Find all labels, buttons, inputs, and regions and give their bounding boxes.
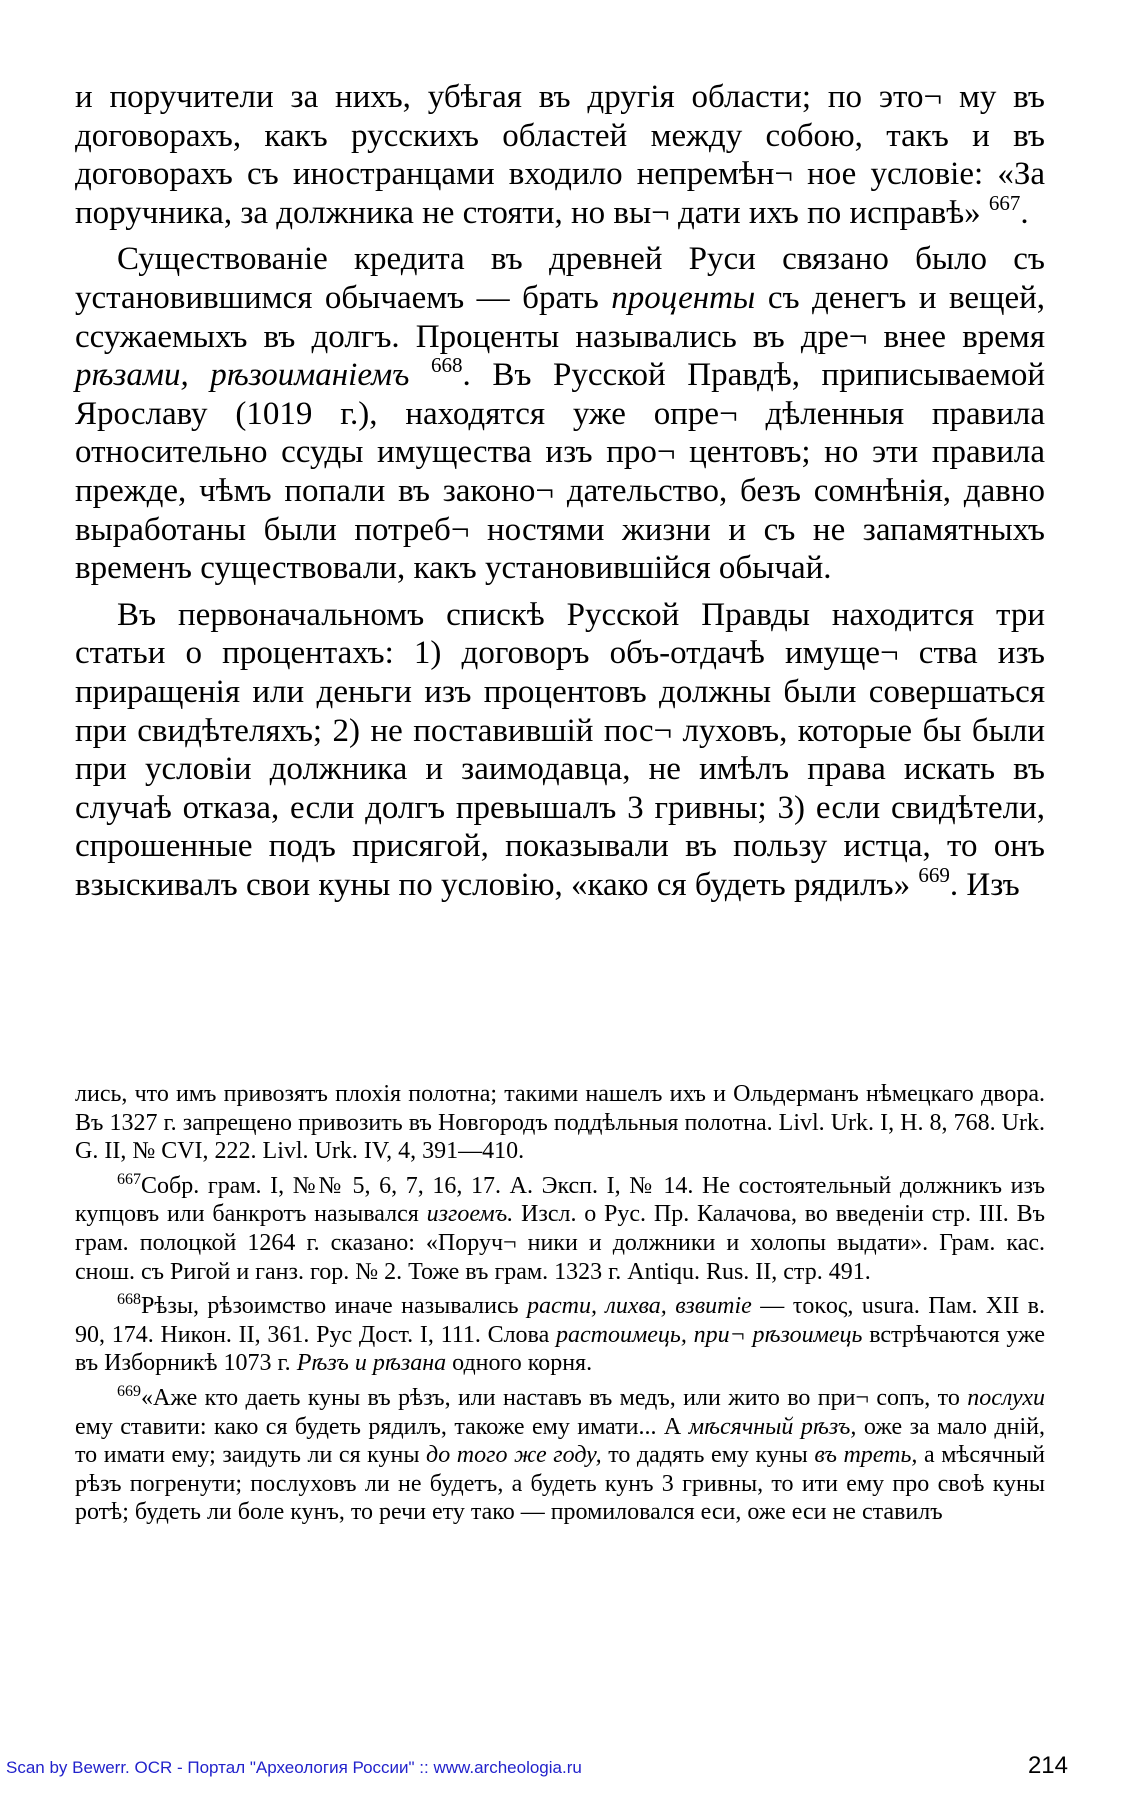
- paragraph-text: и поручители за нихъ, убѣгая въ другія области; по это¬ му въ договорахъ, какъ русскихъ областей между собою, такъ и въ договорахъ съ иностранцами входило непремѣн¬ ное условіе: «За поручника, за должника не стояти, но вы¬ дати ихъ по исправѣ»: [75, 79, 1045, 231]
- footnote-text: одного корня.: [452, 1350, 593, 1377]
- paragraph-text: Существованіе кредита въ древней Руси связано было съ установившимся обычаемъ — брать: [75, 241, 1045, 316]
- italic-term: растоимець, при¬ рѣзоимець: [555, 1321, 863, 1348]
- footnote-text: а мѣсячный рѣзъ погренути; послуховъ ли не будетъ, а будеть кунъ 3 гривны, то ити ему про своѣ куны ротѣ; будеть ли боле кунъ, то речи ету тако — промиловался еси, оже еси не ставилъ: [75, 1442, 1046, 1526]
- footnote-text: Изсл. о Рус. Пр. Калачова, во введеніи стр. III. Въ грам. полоцкой 1264 г. сказано: «Поруч¬ ники и должники и холопы выдати». Грам. кас. снош. съ Ригой и ганз. гор. № 2. Тоже въ грам. 1323 г. Antiqu. Rus. II, стр. 491.: [75, 1201, 1046, 1285]
- paragraph-text: .: [1020, 194, 1029, 231]
- footnote-667: [75, 1172, 1045, 1286]
- footnote-text: встрѣчаются уже въ Изборникѣ 1073 г.: [75, 1321, 1045, 1377]
- footnotes: [75, 1080, 1045, 1533]
- footnote-669: [75, 1384, 1045, 1527]
- italic-term: изгоемъ.: [426, 1201, 514, 1228]
- footnote-number: 668: [117, 1291, 141, 1309]
- main-text: [75, 78, 1045, 904]
- footnote-text: то дадять ему куны: [608, 1442, 808, 1469]
- footnote-ref-667[interactable]: 667: [988, 190, 1021, 215]
- paragraph-1: [75, 78, 1045, 232]
- scan-credit-link[interactable]: Scan by Bewerr. OCR - Портал "Археология России" :: www.archeologia.ru: [6, 1758, 582, 1777]
- footnote-text: ему ставити: како ся будеть рядилъ, такоже ему имати... А: [75, 1413, 682, 1440]
- footnote-text: Рѣзы, рѣзоимство иначе назывались: [141, 1293, 519, 1320]
- footnote-ref-668[interactable]: 668: [430, 353, 463, 378]
- italic-term: Рѣзъ и рѣзана: [296, 1350, 447, 1377]
- footnote-ref-669[interactable]: 669: [918, 862, 950, 887]
- paragraph-text: съ денегъ и вещей, ссужаемыхъ въ долгъ. Проценты назывались въ дре¬ внее время: [75, 279, 1046, 355]
- italic-term: рѣзами, рѣзоиманіемъ: [75, 357, 410, 394]
- paragraph-text: . Изъ: [949, 866, 1020, 903]
- footnote-text: «Аже кто даеть куны въ рѣзъ, или наставъ въ медъ, или жито во при¬ сопъ, то: [141, 1384, 960, 1411]
- italic-term: до того же году,: [426, 1442, 602, 1469]
- paragraph-text: . Въ Русской Правдѣ, приписываемой Ярославу (1019 г.), находятся уже опре¬ дѣленныя правила относительно ссуды имущества изъ про¬ центовъ; но эти правила прежде, чѣмъ попали въ законо¬ дательство, безъ сомнѣнія, давно выработаны были потреб¬ ностями жизни и съ не запамятныхъ временъ существовали, какъ установившійся обычай.: [75, 357, 1045, 587]
- italic-term: проценты: [611, 279, 756, 316]
- italic-term: расти, лихва, взвитіе: [527, 1293, 752, 1320]
- footnote-continuation: лись, что имъ привозятъ плохія полотна; такими нашелъ ихъ и Ольдерманъ нѣмецкаго двора. Въ 1327 г. запрещено привозить въ Новгородъ поддѣльныя полотна. Livl. Urk. I, H. 8, 768. Urk. G. II, № CVI, 222. Livl. Urk. IV, 4, 391—410.: [75, 1081, 1045, 1165]
- paragraph-3: [75, 596, 1045, 905]
- paragraph-text: Въ первоначальномъ спискѣ Русской Правды находится три статьи о процентахъ: 1) договоръ объ-отдачѣ имуще¬ ства изъ приращенія или деньги изъ процентовъ должны были совершаться при свидѣтеляхъ; 2) не поставившій пос¬ луховъ, которые бы были при условіи должника и заимодавца, не имѣлъ права искать въ случаѣ отказа, если долгъ превышалъ 3 гривны; 3) если свидѣтели, спрошенные подъ присягой, показывали въ пользу истца, то онъ взыскивалъ свои куны по условію, «како ся будеть рядилъ»: [75, 596, 1045, 903]
- footnote-text: — τοκος, usura. Пам. XII в. 90, 174. Никон. II, 361. Рус Дост. I, 111. Слова: [75, 1293, 1046, 1348]
- footnote-text: оже за мало дній, то имати ему; заидуть ли ся куны: [75, 1413, 1045, 1469]
- italic-term: въ треть,: [814, 1442, 918, 1469]
- footnote-text: Собр. грам. I, №№ 5, 6, 7, 16, 17. А. Эксп. I, № 14. Не состоятельный должникъ изъ купцовъ или банкротъ назывался: [75, 1172, 1045, 1228]
- paragraph-2: [75, 240, 1045, 587]
- footnote-number: 667: [117, 1170, 141, 1188]
- footnote-number: 669: [117, 1382, 141, 1400]
- page-number: 214: [1027, 1752, 1068, 1779]
- footnote-668: [75, 1292, 1045, 1378]
- italic-term: мѣсячный рѣзъ,: [688, 1413, 857, 1440]
- italic-term: послухи: [967, 1384, 1045, 1411]
